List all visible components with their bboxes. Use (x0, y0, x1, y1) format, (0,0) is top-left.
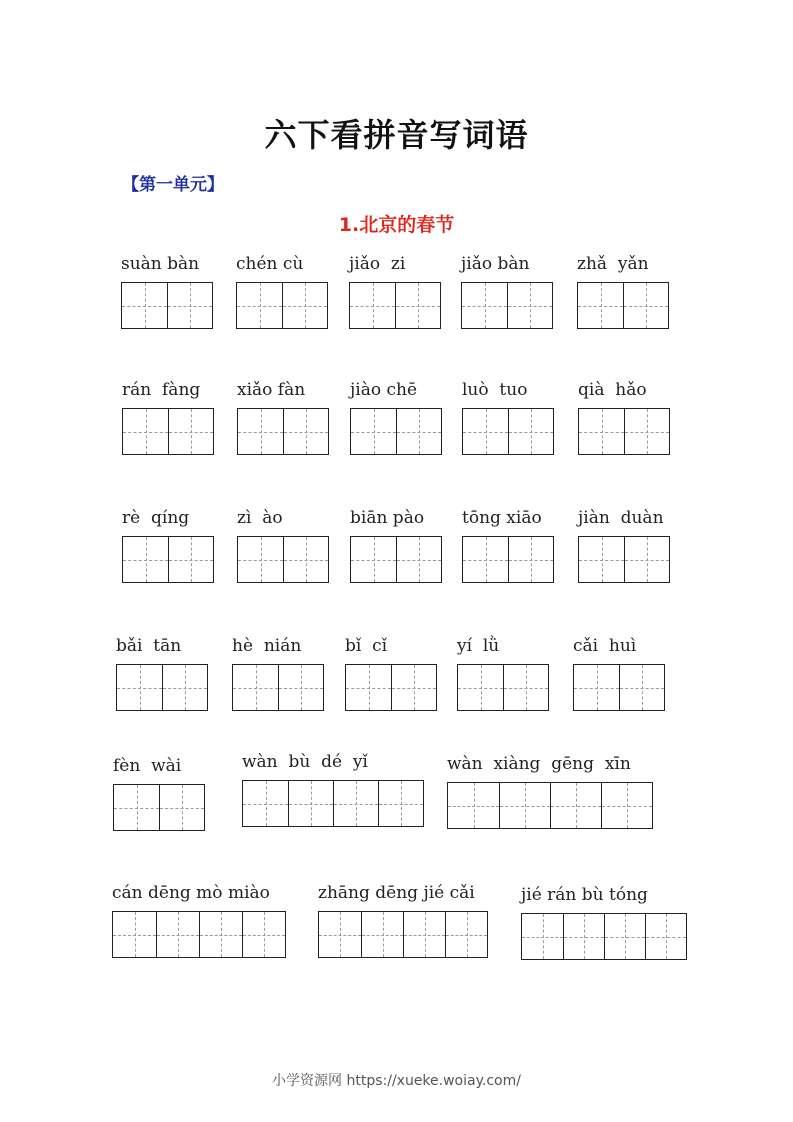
word-item (350, 380, 442, 455)
writing-cell[interactable] (346, 665, 391, 710)
writing-cell[interactable] (168, 409, 213, 454)
pinyin-label: qià hǎo (578, 380, 647, 400)
writing-cell[interactable] (624, 409, 669, 454)
writing-cell[interactable] (448, 783, 499, 828)
writing-grid[interactable] (461, 282, 553, 329)
pinyin-label: fèn wài (113, 756, 182, 776)
pinyin-label: zì ào (237, 508, 283, 528)
writing-grid[interactable] (577, 282, 669, 329)
word-item (461, 254, 553, 329)
writing-cell[interactable] (563, 914, 604, 959)
writing-cell[interactable] (288, 781, 333, 826)
writing-grid[interactable] (578, 536, 670, 583)
word-item (462, 508, 554, 583)
word-item (242, 752, 424, 827)
writing-cell[interactable] (283, 537, 328, 582)
word-item (237, 380, 329, 455)
writing-cell[interactable] (604, 914, 645, 959)
pinyin-label: zhāng dēng jié cǎi (318, 883, 475, 903)
writing-grid[interactable] (236, 282, 328, 329)
word-item (116, 636, 208, 711)
pinyin-label: jiǎo zi (349, 254, 406, 274)
writing-grid[interactable] (237, 408, 329, 455)
writing-cell[interactable] (579, 409, 624, 454)
writing-cell[interactable] (462, 283, 507, 328)
writing-cell[interactable] (351, 409, 396, 454)
writing-cell[interactable] (123, 537, 168, 582)
writing-cell[interactable] (403, 912, 445, 957)
writing-cell[interactable] (351, 537, 396, 582)
word-item (577, 254, 669, 329)
writing-cell[interactable] (550, 783, 601, 828)
word-item (237, 508, 329, 583)
lesson-heading: 1.北京的春节 (338, 214, 455, 236)
writing-grid[interactable] (121, 282, 213, 329)
writing-cell[interactable] (278, 665, 323, 710)
pinyin-label: chén cù (236, 254, 304, 274)
writing-grid[interactable] (462, 536, 554, 583)
pinyin-label: bǎi tān (116, 636, 182, 656)
writing-grid[interactable] (237, 536, 329, 583)
writing-cell[interactable] (458, 665, 503, 710)
writing-cell[interactable] (123, 409, 168, 454)
pinyin-label: jiàn duàn (578, 508, 664, 528)
writing-grid[interactable] (345, 664, 437, 711)
writing-cell[interactable] (333, 781, 378, 826)
word-item (232, 636, 324, 711)
word-item (350, 508, 442, 583)
writing-grid[interactable] (122, 408, 214, 455)
word-item (122, 508, 214, 583)
writing-grid[interactable] (578, 408, 670, 455)
writing-cell[interactable] (122, 283, 167, 328)
pinyin-label: xiǎo fàn (237, 380, 306, 400)
writing-cell[interactable] (243, 781, 288, 826)
writing-cell[interactable] (522, 914, 563, 959)
pinyin-label: biān pào (350, 508, 425, 528)
writing-cell[interactable] (507, 283, 552, 328)
pinyin-label: rè qíng (122, 508, 190, 528)
writing-cell[interactable] (623, 283, 668, 328)
writing-cell[interactable] (237, 283, 282, 328)
writing-grid[interactable] (113, 784, 205, 831)
pinyin-label: cǎi huì (573, 636, 637, 656)
pinyin-label: luò tuo (462, 380, 528, 400)
page-title: 六下看拼音写词语 (264, 116, 529, 154)
writing-cell[interactable] (238, 537, 283, 582)
writing-cell[interactable] (396, 537, 441, 582)
writing-cell[interactable] (168, 537, 213, 582)
word-item (112, 883, 286, 958)
writing-cell[interactable] (578, 283, 623, 328)
word-item (578, 380, 670, 455)
pinyin-label: wàn bù dé yǐ (242, 752, 368, 772)
word-item (578, 508, 670, 583)
writing-cell[interactable] (645, 914, 686, 959)
writing-cell[interactable] (463, 409, 508, 454)
word-item (447, 754, 653, 829)
footer-source: 小学资源网 https://xueke.woiay.com/ (272, 1073, 521, 1089)
writing-grid[interactable] (318, 911, 488, 958)
pinyin-label: tōng xiāo (462, 508, 542, 528)
writing-cell[interactable] (624, 537, 669, 582)
writing-grid[interactable] (573, 664, 665, 711)
word-item (573, 636, 665, 711)
word-item (457, 636, 549, 711)
word-item (462, 380, 554, 455)
writing-cell[interactable] (156, 912, 199, 957)
writing-cell[interactable] (162, 665, 207, 710)
word-item (349, 254, 441, 329)
writing-cell[interactable] (242, 912, 285, 957)
pinyin-label: bǐ cǐ (345, 636, 388, 656)
pinyin-label: jié rán bù tóng (521, 885, 648, 905)
writing-grid[interactable] (462, 408, 554, 455)
writing-cell[interactable] (445, 912, 487, 957)
writing-cell[interactable] (233, 665, 278, 710)
writing-cell[interactable] (378, 781, 423, 826)
pinyin-label: suàn bàn (121, 254, 200, 274)
writing-cell[interactable] (619, 665, 664, 710)
writing-grid[interactable] (242, 780, 424, 827)
writing-cell[interactable] (395, 283, 440, 328)
writing-grid[interactable] (457, 664, 549, 711)
writing-cell[interactable] (508, 537, 553, 582)
writing-cell[interactable] (574, 665, 619, 710)
writing-cell[interactable] (238, 409, 283, 454)
word-item (113, 756, 205, 831)
writing-cell[interactable] (117, 665, 162, 710)
writing-cell[interactable] (114, 785, 159, 830)
writing-grid[interactable] (349, 282, 441, 329)
writing-cell[interactable] (113, 912, 156, 957)
writing-grid[interactable] (521, 913, 687, 960)
writing-cell[interactable] (391, 665, 436, 710)
pinyin-label: wàn xiàng gēng xīn (447, 754, 631, 774)
writing-grid[interactable] (116, 664, 208, 711)
writing-grid[interactable] (122, 536, 214, 583)
writing-grid[interactable] (447, 782, 653, 829)
writing-cell[interactable] (350, 283, 395, 328)
writing-cell[interactable] (579, 537, 624, 582)
pinyin-label: zhǎ yǎn (577, 254, 649, 274)
writing-cell[interactable] (503, 665, 548, 710)
unit-heading: 【第一单元】 (122, 175, 224, 195)
writing-cell[interactable] (159, 785, 204, 830)
pinyin-label: jiào chē (350, 380, 418, 400)
writing-cell[interactable] (463, 537, 508, 582)
writing-cell[interactable] (319, 912, 361, 957)
word-item (236, 254, 328, 329)
writing-cell[interactable] (601, 783, 652, 828)
writing-cell[interactable] (199, 912, 242, 957)
writing-cell[interactable] (361, 912, 403, 957)
writing-cell[interactable] (282, 283, 327, 328)
word-item (122, 380, 214, 455)
writing-cell[interactable] (283, 409, 328, 454)
word-item (345, 636, 437, 711)
word-item (318, 883, 488, 958)
writing-grid[interactable] (350, 408, 442, 455)
word-item (121, 254, 213, 329)
pinyin-label: yí lǜ (457, 636, 500, 656)
pinyin-label: rán fàng (122, 380, 201, 400)
writing-cell[interactable] (499, 783, 550, 828)
writing-cell[interactable] (396, 409, 441, 454)
pinyin-label: hè nián (232, 636, 302, 656)
writing-grid[interactable] (232, 664, 324, 711)
pinyin-label: cán dēng mò miào (112, 883, 270, 903)
writing-grid[interactable] (350, 536, 442, 583)
pinyin-label: jiǎo bàn (461, 254, 530, 274)
writing-cell[interactable] (508, 409, 553, 454)
word-item (521, 885, 687, 960)
writing-cell[interactable] (167, 283, 212, 328)
writing-grid[interactable] (112, 911, 286, 958)
